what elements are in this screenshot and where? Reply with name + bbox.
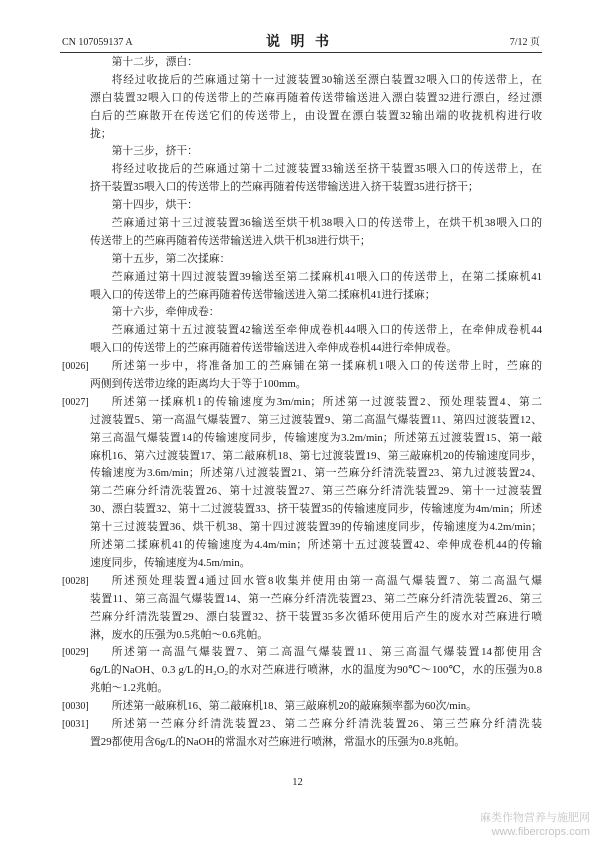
- text-line: 6g/L的NaOH、0.3 g/L的H₂O₂的水对苎麻进行喷淋，水的温度为90℃～100℃，水的压强为0.8: [90, 664, 542, 677]
- text-line: 喂入口的传送带上的苎麻再随着传送带输送进入牵伸成卷机44进行牵伸成卷。: [90, 342, 458, 355]
- text-line: 所述预处理装置4通过回水管8收集并使用由第一高温气爆装置7、第二高温气爆: [111, 574, 542, 587]
- text-line: 苎麻分纤清洗装置29、漂白装置32、挤干装置35多次循环使用后产生的废水对苎麻进行喷: [90, 610, 542, 623]
- text-line: 第二苎麻分纤清洗装置26、第十过渡装置27、第三苎麻分纤清洗装置29、第十一过渡装置: [90, 485, 542, 498]
- text-line: 第十三过渡装置36、烘干机38、第十四过渡装置39的传输速度同步，传输速度为4.2m/min；: [90, 521, 542, 534]
- paragraph-0030: [62, 698, 542, 716]
- paragraph-0031: [62, 716, 542, 752]
- text-line: 所述第一苎麻分纤清洗装置23、第二苎麻分纤清洗装置26、第三苎麻分纤清洗装: [111, 717, 542, 730]
- page-indicator: 7/12 页: [509, 37, 540, 48]
- paragraph-0027: [62, 394, 542, 573]
- text-line: 两侧到传送带边缘的距离均大于等于100mm。: [90, 378, 307, 391]
- paragraph-number: [0030]: [62, 701, 89, 713]
- text-line: 苎麻通过第十四过渡装置39输送至第二揉麻机41喂入口的传送带上，在第二揉麻机41: [111, 270, 542, 283]
- text-line: 第三高温气爆装置14的传输速度同步，传输速度为3.2m/min；所述第五过渡装置15、第一敲: [90, 431, 542, 444]
- paragraph: [90, 161, 542, 197]
- paragraph: [90, 54, 542, 72]
- text-line: 第十四步，烘干：: [111, 199, 198, 212]
- paragraph: [90, 72, 542, 144]
- paragraph-number: [0029]: [62, 647, 89, 659]
- text-line: 所述第一高温气爆装置7、第二高温气爆装置11、第三高温气爆装置14都使用含: [111, 646, 542, 659]
- text-line: 苎麻通过第十五过渡装置42输送至牵伸成卷机44喂入口的传送带上，在牵伸成卷机44: [111, 324, 542, 337]
- paragraph-number: [0026]: [62, 361, 89, 373]
- paragraph-number: [0031]: [62, 718, 89, 730]
- text-line: 所述第二揉麻机41的传输速度为4.4m/min；所述第十五过渡装置42、牵伸成卷机44的传输: [90, 539, 542, 552]
- text-line: 喂入口的传送带上的苎麻再随着传送带输送进入第二揉麻机41进行揉麻；: [90, 288, 436, 301]
- text-line: 第十三步，挤干：: [111, 145, 198, 158]
- paragraph: [90, 215, 542, 251]
- paragraph: [90, 197, 542, 215]
- document-type-title: 说 明 书: [266, 35, 329, 50]
- text-line: 白后的苎麻散开在传送它们的传送带上，由设置在漂白装置32输出端的收拢机构进行收: [90, 109, 542, 122]
- text-line: 将经过收拢后的苎麻通过第十二过渡装置33输送至挤干装置35喂入口的传送带上，在: [111, 163, 542, 176]
- text-line: 所述第一步中，将准备加工的苎麻铺在第一揉麻机1喂入口的传送带上时，苎麻的: [111, 360, 542, 373]
- text-line: 置29都使用含6g/L的NaOH的常温水对苎麻进行喷淋，常温水的压强为0.8兆帕。: [90, 735, 466, 748]
- paragraph: [90, 251, 542, 269]
- paragraph-0029: [62, 644, 542, 698]
- paragraph: [90, 269, 542, 305]
- header-rule: [60, 52, 542, 53]
- text-line: 兆帕～1.2兆帕。: [90, 682, 169, 695]
- text-line: 第十五步，第二次揉麻：: [111, 252, 231, 265]
- paragraph: [90, 322, 542, 358]
- text-line: 过渡装置5、第一高温气爆装置7、第三过渡装置9、第二高温气爆装置11、第四过渡装置12、: [90, 413, 542, 426]
- text-line: 第十二步，漂白：: [111, 56, 198, 68]
- text-line: 所述第一揉麻机1的传输速度为3m/min；所述第一过渡装置2、预处理装置4、第二: [111, 395, 542, 408]
- watermark-url: www.fibercrops.com: [491, 826, 590, 838]
- text-line: 挤干装置35喂入口的传送带上的苎麻再随着传送带输送进入挤干装置35进行挤干；: [90, 181, 479, 194]
- text-line: 第十六步，牵伸成卷：: [111, 306, 220, 319]
- text-line: 漂白装置32喂入口的传送带上的苎麻再随着传送带输送进入漂白装置32进行漂白，经过漂: [90, 91, 542, 104]
- description-body: [62, 54, 542, 752]
- text-line: 苎麻通过第十三过渡装置36输送至烘干机38喂入口的传送带上，在烘干机38喂入口的: [111, 217, 542, 230]
- paragraph-0026: [62, 358, 542, 394]
- text-line: 淋，废水的压强为0.5兆帕～0.6兆帕。: [90, 628, 269, 641]
- text-line: 30、漂白装置32、第十二过渡装置33、挤干装置35的传输速度同步，传输速度为4m/min；所述: [90, 503, 542, 516]
- text-line: 麻机16、第六过渡装置17、第二敲麻机18、第七过渡装置19、第三敲麻机20的传输速度同步，: [90, 449, 542, 462]
- paragraph-0028: [62, 573, 542, 645]
- text-line: 拢；: [90, 127, 112, 140]
- text-line: 装置11、第三高温气爆装置14、第一苎麻分纤清洗装置23、第二苎麻分纤清洗装置26、第三: [90, 592, 542, 605]
- text-line: 传输速度为3.6m/min；所述第八过渡装置21、第一苎麻分纤清洗装置23、第九过渡装置24、: [90, 467, 542, 480]
- paragraph-number: [0027]: [62, 396, 89, 408]
- text-line: 所述第一敲麻机16、第二敲麻机18、第三敲麻机20的敲麻频率都为60次/min。: [111, 700, 477, 713]
- watermark-site-name: 麻类作物营养与施肥网: [480, 812, 590, 824]
- document-number: CN 107059137 A: [62, 37, 133, 48]
- paragraph: [90, 143, 542, 161]
- paragraph-number: [0028]: [62, 575, 89, 587]
- text-line: 速度同步，传输速度为4.5m/min。: [90, 556, 251, 569]
- text-line: 将经过收拢后的苎麻通过第十一过渡装置30输送至漂白装置32喂入口的传送带上，在: [111, 73, 542, 86]
- page-number: 12: [292, 777, 303, 788]
- paragraph: [90, 304, 542, 322]
- text-line: 传送带上的苎麻再随着传送带输送进入烘干机38进行烘干；: [90, 234, 371, 247]
